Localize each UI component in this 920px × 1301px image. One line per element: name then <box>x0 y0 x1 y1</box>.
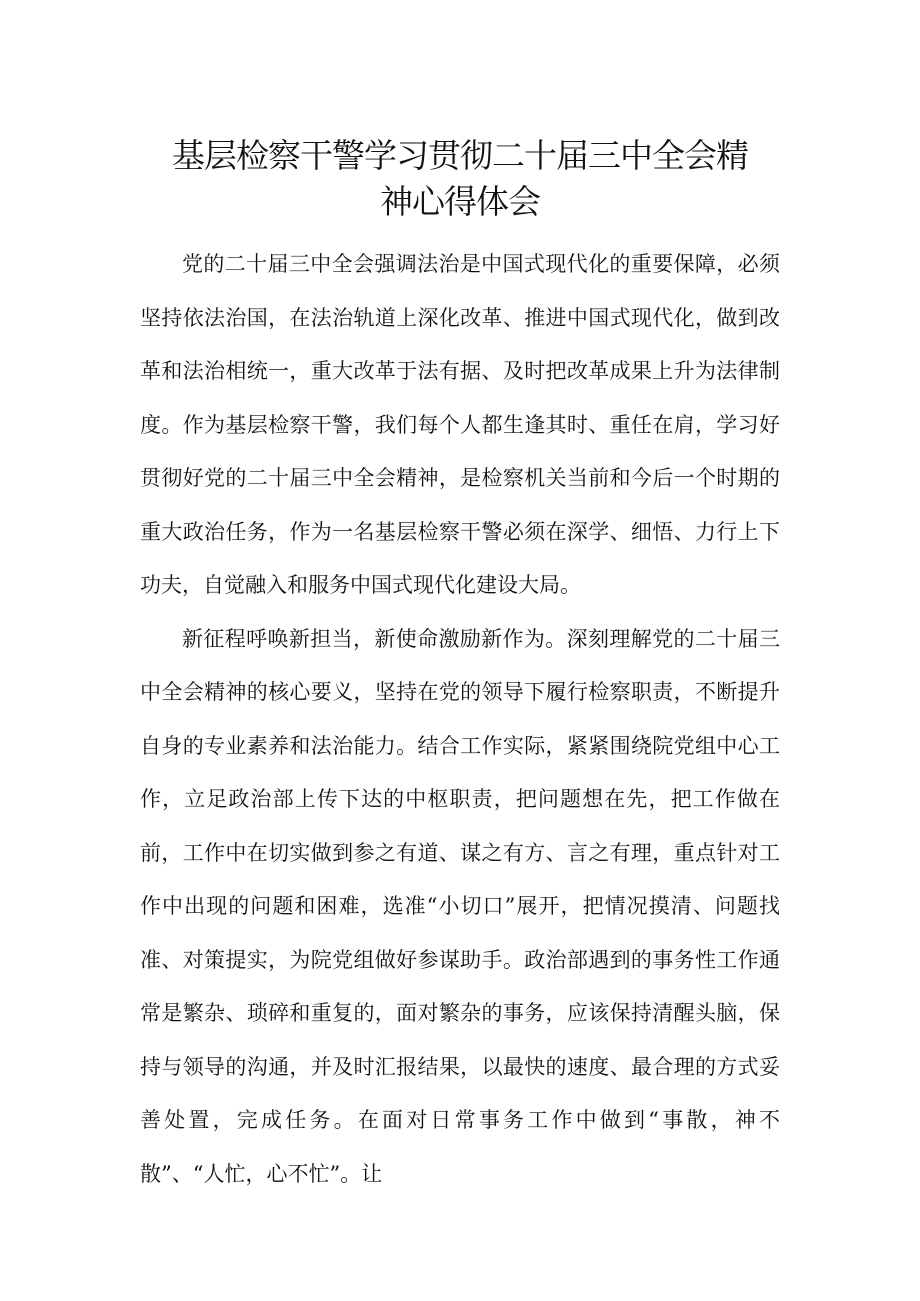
document-body <box>140 238 780 1201</box>
document-title-line-2: 神心得体会 <box>380 182 540 221</box>
document-title-line-1: 基层检察干警学习贯彻二十届三中全会精 <box>172 136 748 175</box>
paragraph-1: 党的二十届三中全会强调法治是中国式现代化的重要保障，必须坚持依法治国，在法治轨道上深化改革、推进中国式现代化，做到改革和法治相统一，重大改革于法有据、及时把改革成果上升为法律制度。作为基层检察干警，我们每个人都生逢其时、重任在肩，学习好贯彻好党的二十届三中全会精神，是检察机关当前和今后一个时期的重大政治任务，作为一名基层检察干警必须在深学、细悟、力行上下功夫，自觉融入和服务中国式现代化建设大局。 <box>140 252 780 597</box>
paragraph-2: 新征程呼唤新担当，新使命激励新作为。深刻理解党的二十届三中全会精神的核心要义，坚持在党的领导下履行检察职责，不断提升自身的专业素养和法治能力。结合工作实际，紧紧围绕院党组中心工作，立足政治部上传下达的中枢职责，把问题想在先，把工作做在前，工作中在切实做到参之有道、谋之有方、言之有理，重点针对工作中出现的问题和困难，选准“小切口”展开，把情况摸清、问题找准、对策提实，为院党组做好参谋助手。政治部遇到的事务性工作通常是繁杂、琐碎和重复的，面对繁杂的事务，应该保持清醒头脑，保持与领导的沟通，并及时汇报结果，以最快的速度、最合理的方式妥善处置，完成任务。在面对日常事务工作中做到“事散，神不散”、“人忙，心不忙”。让 <box>140 626 780 1186</box>
